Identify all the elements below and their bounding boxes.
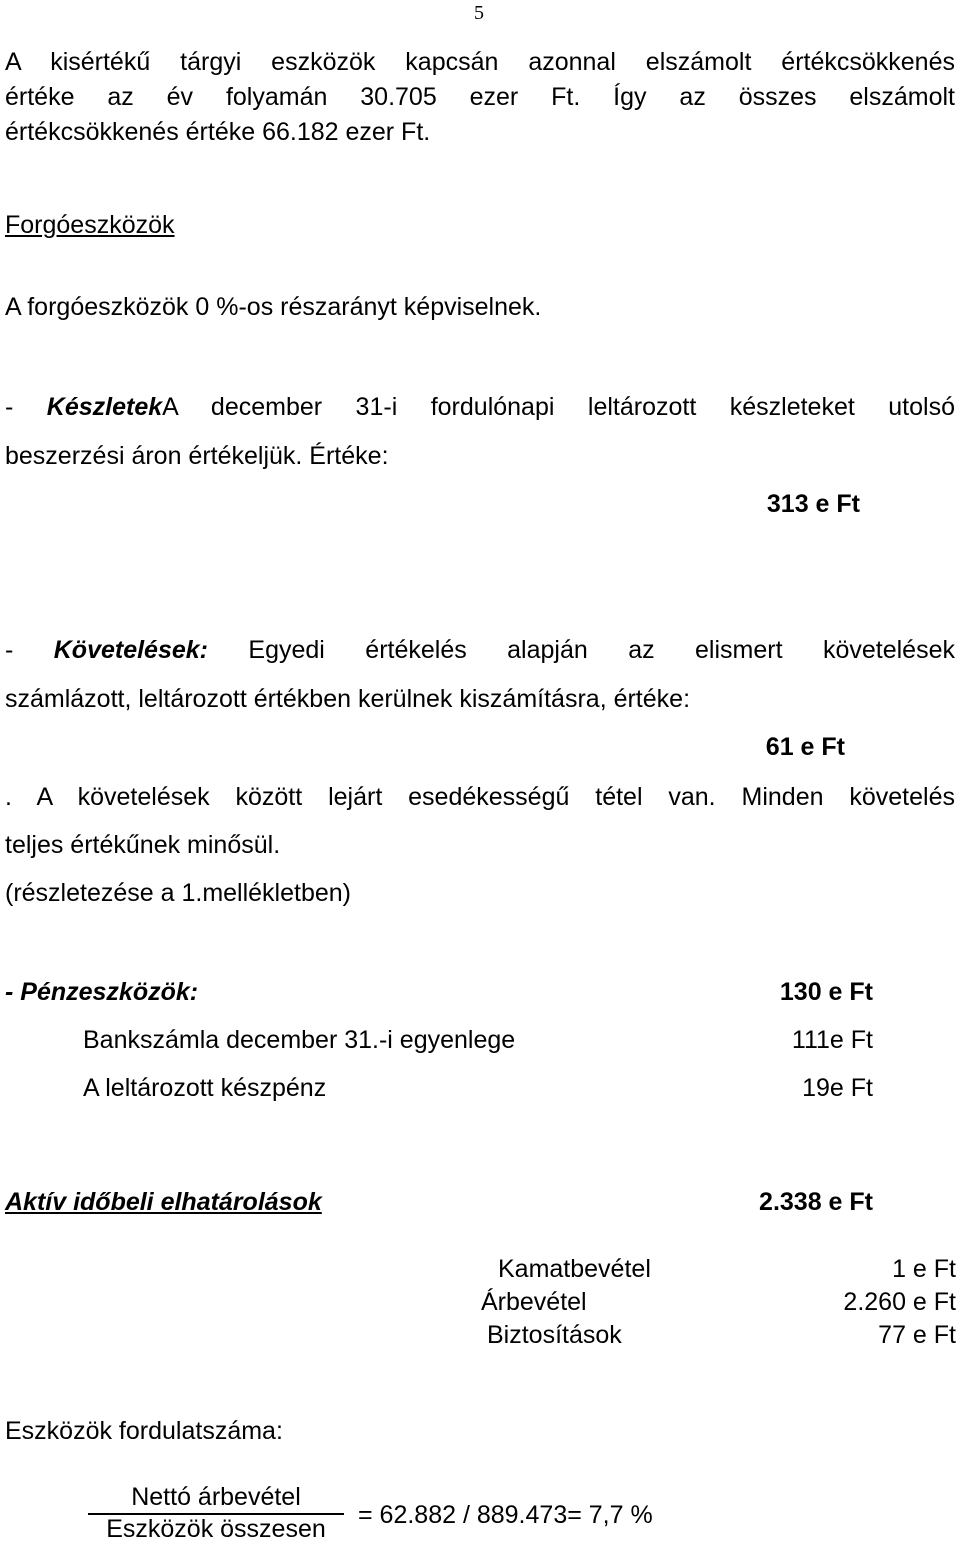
penzeszkozok-row-value: 19e Ft bbox=[802, 1074, 873, 1102]
kovetelesek-line-2: számlázott, leltározott értékben kerülnek kiszámításra, értéke: bbox=[5, 685, 691, 713]
keszletek-label: Készletek bbox=[46, 393, 163, 421]
penzeszkozok-row-label: A leltározott készpénz bbox=[83, 1074, 327, 1102]
kovetelesek-label: Követelések: bbox=[53, 636, 208, 664]
penzeszkozok-label: - Pénzeszközök: bbox=[5, 978, 199, 1006]
forgoeszkozok-text: A forgóeszközök 0 %-os részarányt képviselnek. bbox=[5, 293, 542, 321]
penzeszkozok-row-value: 111e Ft bbox=[791, 1026, 873, 1054]
kovetelesek-line-5: (részletezése a 1.mellékletben) bbox=[5, 879, 351, 907]
keszletek-line1-rest: A december 31-i fordulónapi leltározott készleteket utolsó bbox=[162, 393, 955, 421]
section-heading-forgoeszkozok: Forgóeszközök bbox=[5, 211, 175, 239]
aktiv-idobeli-row-label: Kamatbevétel bbox=[498, 1255, 651, 1283]
fordulatszam-heading: Eszközök fordulatszáma: bbox=[5, 1417, 283, 1445]
kovetelesek-prefix: - bbox=[5, 636, 54, 664]
intro-line-2: értéke az év folyamán 30.705 ezer Ft. Így az összes elszámolt bbox=[5, 83, 955, 111]
kovetelesek-line-1 bbox=[5, 637, 955, 665]
aktiv-idobeli-row-value: 77 e Ft bbox=[878, 1321, 956, 1349]
aktiv-idobeli-row-value: 1 e Ft bbox=[892, 1255, 956, 1283]
aktiv-idobeli-row-label: Árbevétel bbox=[481, 1288, 587, 1316]
kovetelesek-value: 61 e Ft bbox=[765, 733, 845, 761]
page-number: 5 bbox=[474, 2, 484, 24]
kovetelesek-line-3: . A követelések között lejárt esedékességű tétel van. Minden követelés bbox=[5, 783, 955, 811]
fraction-numerator: Nettó árbevétel bbox=[131, 1483, 301, 1511]
aktiv-idobeli-label: Aktív időbeli elhatárolások bbox=[5, 1188, 322, 1216]
fordulatszam-result: = 62.882 / 889.473= 7,7 % bbox=[358, 1501, 653, 1529]
kovetelesek-line1-rest: Egyedi értékelés alapján az elismert követelések bbox=[208, 636, 955, 664]
penzeszkozok-total: 130 e Ft bbox=[779, 978, 873, 1006]
keszletek-line-2: beszerzési áron értékeljük. Értéke: bbox=[5, 442, 389, 470]
keszletek-prefix: - bbox=[5, 393, 47, 421]
intro-line-1: A kisértékű tárgyi eszközök kapcsán azonnal elszámolt értékcsökkenés bbox=[5, 48, 955, 76]
aktiv-idobeli-row-value: 2.260 e Ft bbox=[843, 1288, 956, 1316]
keszletek-value: 313 e Ft bbox=[766, 490, 860, 518]
aktiv-idobeli-row-label: Biztosítások bbox=[487, 1321, 622, 1349]
kovetelesek-line-4: teljes értékűnek minősül. bbox=[5, 831, 281, 859]
fraction-denominator: Eszközök összesen bbox=[106, 1515, 326, 1543]
aktiv-idobeli-total: 2.338 e Ft bbox=[759, 1188, 873, 1216]
intro-line-3: értékcsökkenés értéke 66.182 ezer Ft. bbox=[5, 118, 431, 146]
penzeszkozok-row-label: Bankszámla december 31.-i egyenlege bbox=[83, 1026, 516, 1054]
keszletek-line-1 bbox=[5, 394, 955, 422]
